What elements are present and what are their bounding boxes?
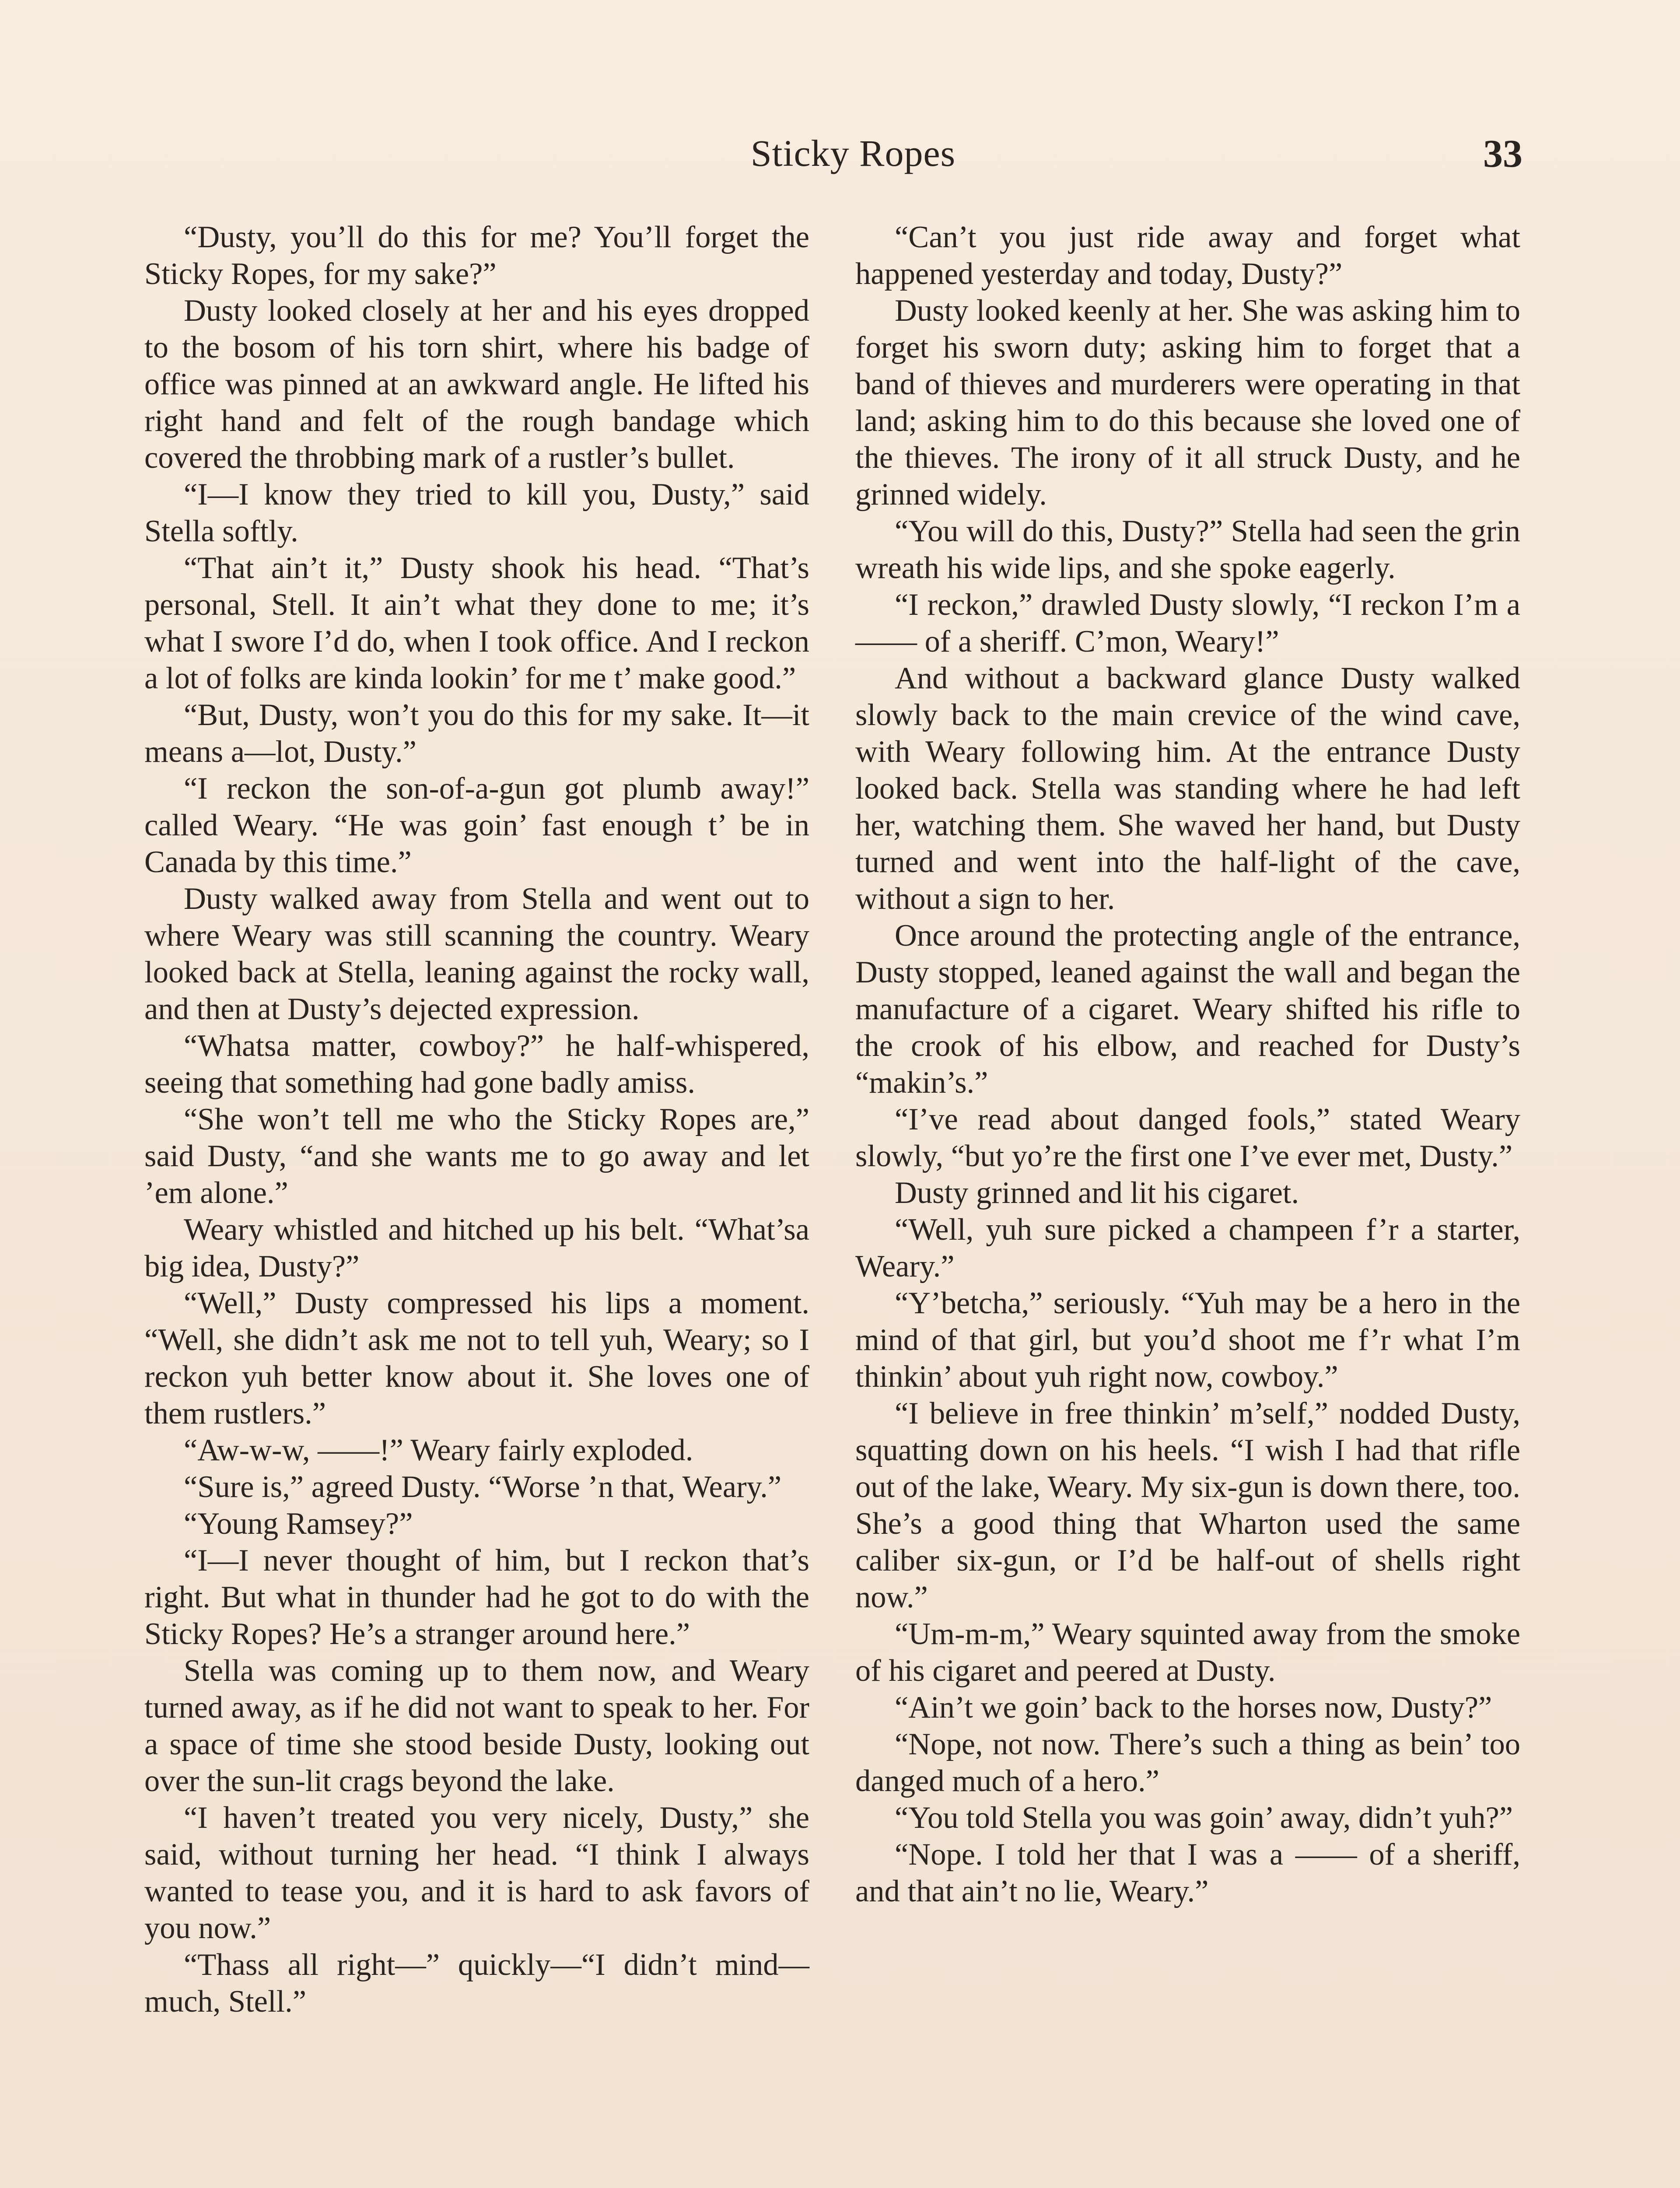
paragraph: “Well, yuh sure picked a champeen f’r a starter, Weary.” — [855, 1213, 1520, 1283]
paragraph: “I believe in free thinkin’ m’self,” nodded Dusty, squatting down on his heels. “I wish I had that rifle out of the lake, Weary. My six-gun is down there, too. She’s a good thing that Wharton used the same caliber six-gun, or I’d be half-out of shells right now.” — [855, 1396, 1520, 1614]
paragraph: “I’ve read about danged fools,” stated Weary slowly, “but yo’re the first one I’ve ever met, Dusty.” — [855, 1102, 1520, 1173]
paragraph: “Dusty, you’ll do this for me? You’ll forget the Sticky Ropes, for my sake?” — [144, 220, 809, 291]
paragraph: “You told Stella you was goin’ away, didn’t yuh?” — [895, 1801, 1513, 1835]
paragraph: “Ain’t we goin’ back to the horses now, Dusty?” — [895, 1690, 1492, 1725]
paragraph: Dusty grinned and lit his cigaret. — [895, 1176, 1299, 1210]
right-column — [855, 219, 1520, 1910]
paragraph: “I reckon the son-of-a-gun got plumb away!” called Weary. “He was goin’ fast enough t’ be in Canada by this time.” — [144, 771, 809, 879]
paragraph: “That ain’t it,” Dusty shook his head. “That’s personal, Stell. It ain’t what they done to me; it’s what I swore I’d do, when I took office. And I reckon a lot of folks are kinda lookin’ for me t’ make good.” — [144, 551, 809, 695]
paragraph: “But, Dusty, won’t you do this for my sake. It—it means a—lot, Dusty.” — [144, 698, 809, 769]
paragraph: Dusty looked keenly at her. She was asking him to forget his sworn duty; asking him to forget that a band of thieves and murderers were operating in that land; asking him to do this because she loved one of the thieves. The irony of it all struck Dusty, and he grinned widely. — [855, 294, 1520, 512]
page-number: 33 — [1483, 132, 1522, 175]
paragraph: “Um-m-m,” Weary squinted away from the smoke of his cigaret and peered at Dusty. — [855, 1617, 1520, 1688]
paragraph: “Aw-w-w, ——!” Weary fairly exploded. — [184, 1433, 693, 1467]
paragraph: “Sure is,” agreed Dusty. “Worse ’n that, Weary.” — [184, 1470, 782, 1504]
paragraph: “Nope. I told her that I was a —— of a sheriff, and that ain’t no lie, Weary.” — [855, 1837, 1520, 1908]
paragraph: “You will do this, Dusty?” Stella had seen the grin wreath his wide lips, and she spoke eagerly. — [855, 514, 1520, 585]
running-head — [0, 131, 1680, 184]
left-column — [144, 219, 809, 2020]
paragraph: And without a backward glance Dusty walked slowly back to the main crevice of the wind cave, with Weary following him. At the entrance Dusty looked back. Stella was standing where he had left her, watching them. She waved her hand, but Dusty turned and went into the half-light of the cave, without a sign to her. — [855, 661, 1520, 916]
paragraph: “Y’betcha,” seriously. “Yuh may be a hero in the mind of that girl, but you’d shoot me f’r what I’m thinkin’ about yuh right now, cowboy.” — [855, 1286, 1520, 1394]
paragraph: Dusty walked away from Stella and went out to where Weary was still scanning the country. Weary looked back at Stella, leaning against the rocky wall, and then at Dusty’s dejected expression. — [144, 882, 809, 1026]
running-title: Sticky Ropes — [750, 132, 956, 174]
paragraph: Dusty looked closely at her and his eyes dropped to the bosom of his torn shirt, where his badge of office was pinned at an awkward angle. He lifted his right hand and felt of the rough bandage which covered the throbbing mark of a rustler’s bullet. — [144, 294, 809, 475]
paragraph: Stella was coming up to them now, and Weary turned away, as if he did not want to speak to her. For a space of time she stood beside Dusty, looking out over the sun-lit crags beyond the lake. — [144, 1654, 809, 1798]
paragraph: “I reckon,” drawled Dusty slowly, “I reckon I’m a —— of a sheriff. C’mon, Weary!” — [855, 588, 1520, 659]
paragraph: “Young Ramsey?” — [184, 1507, 413, 1541]
paragraph: “She won’t tell me who the Sticky Ropes are,” said Dusty, “and she wants me to go away and let ’em alone.” — [144, 1102, 809, 1210]
paragraph: “I—I never thought of him, but I reckon that’s right. But what in thunder had he got to do with the Sticky Ropes? He’s a stranger around here.” — [144, 1543, 809, 1651]
paragraph: “I haven’t treated you very nicely, Dusty,” she said, without turning her head. “I think I always wanted to tease you, and it is hard to ask favors of you now.” — [144, 1801, 809, 1945]
paragraph: “Well,” Dusty compressed his lips a moment. “Well, she didn’t ask me not to tell yuh, Weary; so I reckon yuh better know about it. She loves one of them rustlers.” — [144, 1286, 809, 1431]
paragraph: “Thass all right—” quickly—“I didn’t mind—much, Stell.” — [144, 1948, 809, 2019]
paragraph: “I—I know they tried to kill you, Dusty,” said Stella softly. — [144, 477, 809, 548]
paragraph: “Can’t you just ride away and forget what happened yesterday and today, Dusty?” — [855, 220, 1520, 291]
paragraph: “Whatsa matter, cowboy?” he half-whispered, seeing that something had gone badly amiss. — [144, 1029, 809, 1100]
paragraph: Once around the protecting angle of the entrance, Dusty stopped, leaned against the wall and began the manufacture of a cigaret. Weary shifted his rifle to the crook of his elbow, and reached for Dusty’s “makin’s.” — [855, 919, 1520, 1100]
paragraph: Weary whistled and hitched up his belt. “What’sa big idea, Dusty?” — [144, 1213, 809, 1283]
paragraph: “Nope, not now. There’s such a thing as bein’ too danged much of a hero.” — [855, 1727, 1520, 1798]
